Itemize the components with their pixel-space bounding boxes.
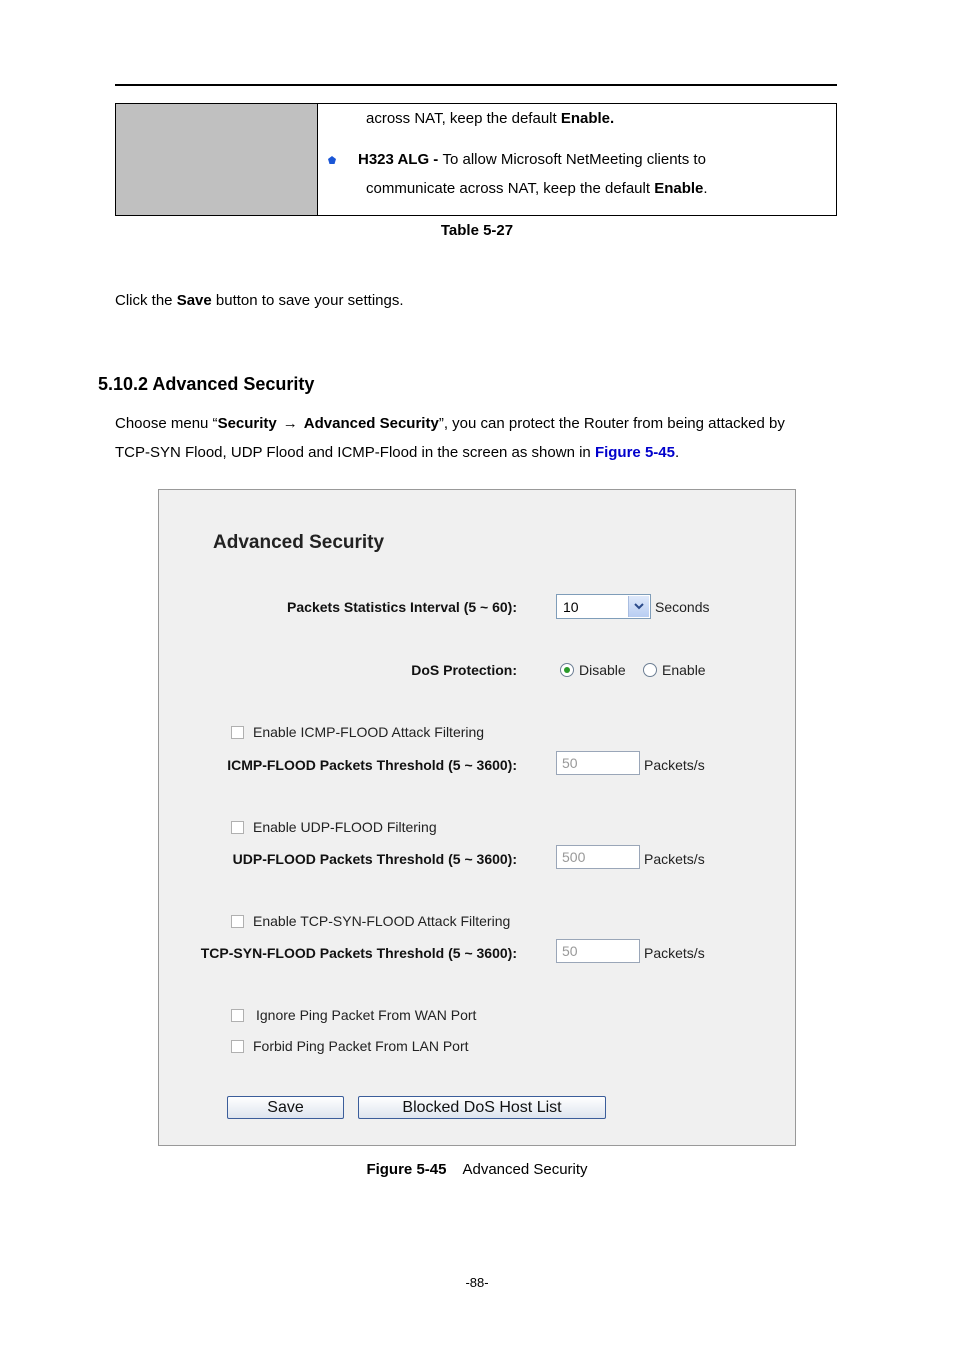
forbid-ping-checkbox[interactable] <box>231 1040 244 1053</box>
tcp-threshold-input[interactable]: 50 <box>556 939 640 963</box>
bullet-icon <box>328 156 336 164</box>
icmp-unit: Packets/s <box>644 757 705 773</box>
desc-line-1: across NAT, keep the default Enable. <box>366 110 615 127</box>
panel-title: Advanced Security <box>213 532 385 553</box>
tcp-syn-flood-checkbox[interactable] <box>231 915 244 928</box>
ignore-ping-checkbox[interactable] <box>231 1009 244 1022</box>
interval-label: Packets Statistics Interval (5 ~ 60): <box>287 599 517 615</box>
dos-protection-label: DoS Protection: <box>411 662 517 678</box>
udp-unit: Packets/s <box>644 851 705 867</box>
continued-table <box>115 103 837 216</box>
interval-unit: Seconds <box>655 599 710 615</box>
figure-caption: Figure 5-45 Advanced Security <box>366 1161 588 1178</box>
desc-line-3: communicate across NAT, keep the default Enable. <box>366 180 708 197</box>
udp-threshold-input[interactable]: 500 <box>556 845 640 869</box>
save-note: Click the Save button to save your settings. <box>115 292 404 309</box>
udp-threshold-label: UDP-FLOOD Packets Threshold (5 ~ 3600): <box>232 851 517 867</box>
interval-select[interactable]: 10 <box>556 594 651 619</box>
save-button[interactable]: Save <box>227 1096 344 1119</box>
icmp-threshold-input[interactable]: 50 <box>556 751 640 775</box>
advanced-security-figure <box>158 489 796 1146</box>
desc-line-2: H323 ALG - To allow Microsoft NetMeeting clients to <box>358 151 706 168</box>
icmp-threshold-label: ICMP-FLOOD Packets Threshold (5 ~ 3600): <box>227 757 517 773</box>
tcp-threshold-label: TCP-SYN-FLOOD Packets Threshold (5 ~ 3600): <box>200 945 517 961</box>
table-caption: Table 5-27 <box>440 222 514 239</box>
forbid-ping-label: Forbid Ping Packet From LAN Port <box>253 1038 469 1054</box>
intro-line-1: Choose menu “Security → Advanced Security”, you can protect the Router from being attacked by <box>115 415 785 432</box>
tcp-syn-flood-enable-label: Enable TCP-SYN-FLOOD Attack Filtering <box>253 913 511 929</box>
table-label-cell <box>116 104 318 216</box>
section-heading: 5.10.2 Advanced Security <box>98 374 315 394</box>
table-description-cell <box>318 104 837 216</box>
icmp-flood-checkbox[interactable] <box>231 726 244 739</box>
header-rule <box>115 84 837 86</box>
udp-flood-checkbox[interactable] <box>231 821 244 834</box>
blocked-dos-host-list-button[interactable]: Blocked DoS Host List <box>358 1096 606 1119</box>
dos-disable-label: Disable <box>579 662 626 678</box>
page-number: -88- <box>465 1275 489 1290</box>
dos-disable-radio[interactable] <box>560 663 574 677</box>
dos-enable-label: Enable <box>662 662 706 678</box>
figure-link[interactable]: Figure 5-45 <box>594 444 675 461</box>
icmp-flood-enable-label: Enable ICMP-FLOOD Attack Filtering <box>253 724 485 740</box>
udp-flood-enable-label: Enable UDP-FLOOD Filtering <box>253 819 437 835</box>
tcp-unit: Packets/s <box>644 945 705 961</box>
dos-enable-radio[interactable] <box>643 663 657 677</box>
intro-line-2: TCP-SYN Flood, UDP Flood and ICMP-Flood in the screen as shown in Figure 5-45. <box>115 444 680 461</box>
ignore-ping-label: Ignore Ping Packet From WAN Port <box>256 1007 477 1023</box>
arrow-icon: → <box>282 415 298 432</box>
chevron-down-icon[interactable] <box>628 596 649 617</box>
